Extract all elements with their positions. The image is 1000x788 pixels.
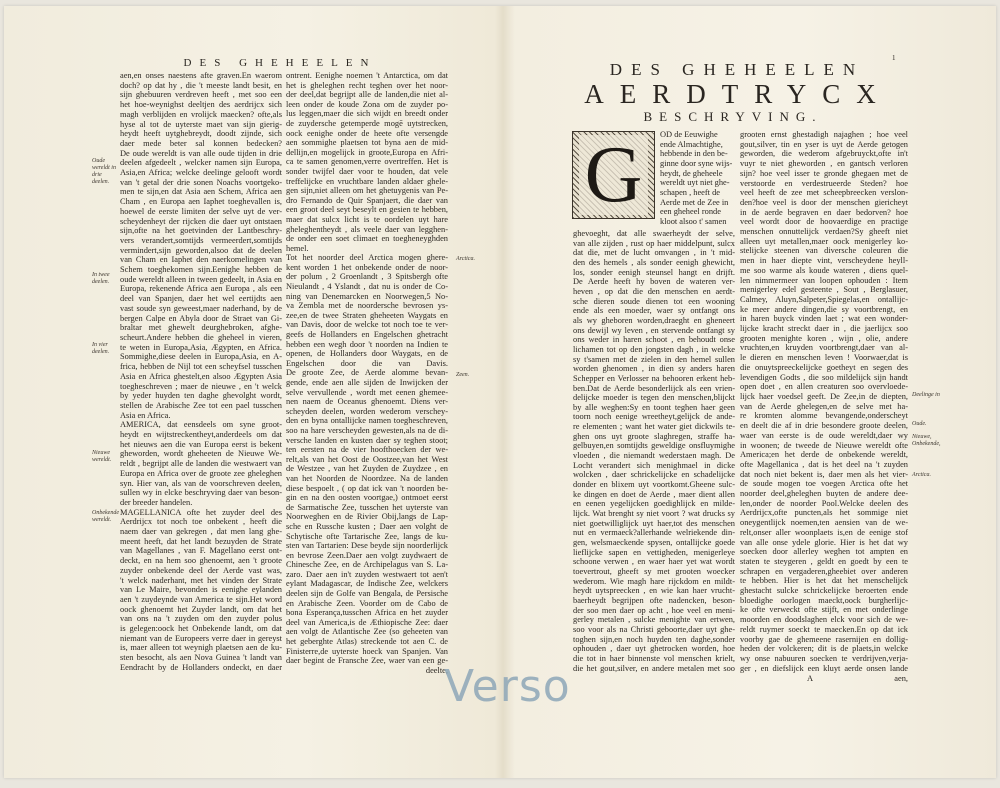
text-line: te hebben. Hier is het dat het menschelijck — [740, 576, 908, 586]
text-line: en deelt die af in drie besondere groote deelen, — [740, 421, 908, 431]
text-line: magh verblijden en vrolijck maecken? ofte,als — [120, 109, 282, 119]
text-line: gerley metalen , sulcke menighte van ertwen, — [573, 615, 735, 625]
text-line: Cham , en Europa aen Iaphet toeghevallen is, — [120, 197, 282, 207]
text-line: van Davis, door de welcke tot noch toe te ver- — [286, 320, 448, 330]
text-line: De groote Zee, de Aerde alomme bevan- — [286, 368, 448, 378]
text-line: zee,en de twee Straten gheheeten Waygats en — [286, 310, 448, 320]
text-line: ginne door syne wijs- — [660, 158, 733, 168]
text-line: hoewel de eerste limiten der selve uyt de ver- — [120, 206, 282, 216]
text-line: men te sijn,en dat Asia aen Schem, Africa aen — [120, 187, 282, 197]
text-line: Europa, rekenende Africa aen Europa , als een — [120, 284, 282, 294]
text-line: gheworden, wordt gheheeten de Nieuwe We- — [120, 449, 282, 459]
text-line: openen, de Hollanders door Waygats, en de — [286, 349, 448, 359]
text-line: sijn,ofte na het goetvinden der Lantbeschry- — [120, 226, 282, 236]
text-line: Calmey, Aluyn,Salpeter,Spiegelas,en ontallijc- — [740, 294, 908, 304]
margin-note: Onbekende wereldt. — [92, 510, 119, 523]
text-line: veel wordt door de hoovaerdige en practige — [740, 217, 908, 227]
text-line: gout,silver, tin en yser is uyt de Aerde getogen — [740, 139, 908, 149]
text-line: ning van Denemarcken en Noorwegen,5 No- — [286, 291, 448, 301]
right-column-1 — [573, 229, 735, 673]
text-line: re kromten alomme bevangende,onderscheyt — [740, 411, 908, 421]
text-line: Europa en Africa over de groote zee gheleghen — [120, 468, 282, 478]
margin-note: Arctica. — [456, 256, 475, 262]
text-line: waer van eerste is de oude wereldt,daer wy — [740, 430, 908, 440]
text-line: leen onder de koude Zona om de zuyder po- — [286, 99, 448, 109]
text-line: den?hoe veel is door der menschen giericheyt — [740, 197, 908, 207]
text-line: het is gheleghen recht teghen over het noor- — [286, 80, 448, 90]
text-line: sche en Russche kusten ; Daer aen volght de — [286, 521, 448, 531]
text-line: het nieuws aen die van Europa eerst is bekent — [120, 439, 282, 449]
text-line: de soude mogen toe voegen Arctica ofte het — [740, 479, 908, 489]
text-line: ons weder in haren schoot , en behoudt onse — [573, 335, 735, 345]
text-line: te weten in Europa,Asia, Ægypten, en Africa. — [120, 342, 282, 352]
text-line: relt,onser aller woonplaets is,en de eenige stof — [740, 527, 908, 537]
text-line: deckt, en na hem soo ghenoemt, aen 't groote — [120, 556, 282, 566]
text-line: lijcke kracht streckt daer in , die jaerlijcx soo — [740, 324, 908, 334]
text-line: Chinesche Zee, en de Archipelagus van S. La- — [286, 560, 448, 570]
text-line: Schytische ofte Tartarische Zee, langs de ku- — [286, 531, 448, 541]
text-line: gende, ende aen alle sijden de Inwijcken der — [286, 378, 448, 387]
text-line: deelte, — [425, 665, 448, 675]
text-line: noorder deel,gheleghen buyten de andere dee- — [740, 489, 908, 499]
text-line: dellijn,en mogelijck in groote,Europa en Afri- — [286, 147, 448, 157]
text-line: doch? op dat hy , die 't meeste landt besit, en — [120, 80, 282, 90]
text-line: der deel,dat begrijpt alle de landen,die niet al- — [286, 90, 448, 100]
text-line: vuyr te niet gheworden , en gantsch verloren — [740, 159, 908, 169]
text-line: als wy gheboren worden,draeght en gheneert — [573, 315, 735, 325]
text-line: sten van Tartarien: Dese beyde sijn noorderlijck — [286, 541, 448, 551]
text-line: levendigen Godts , die soo mildelijck sijn handt — [740, 372, 908, 382]
text-line: toevertrout, gheeft sy met grooten woecker — [573, 566, 735, 576]
text-line: aen,en onses naestens afte graven.En waerom — [120, 71, 282, 80]
text-line: sche dieren soude dienen tot een wooning — [573, 296, 735, 306]
text-line: veel heeft de zee met scheepbreecken verslon- — [740, 188, 908, 198]
text-line: wy onse nabuuren soecken te verdrijven,verja- — [740, 653, 908, 663]
text-line: het hoe-weynighst deeltjen des aerdrijcx sich — [120, 100, 282, 110]
text-line: van alle zijden , rust op haer middelpunt, sulcx — [573, 238, 735, 248]
text-line: scheydenheyt der rijcken die daer uyt ontstaen — [120, 216, 282, 226]
text-line: reldt ruymer soeckt te maecken.En op dat ick — [740, 624, 908, 634]
text-line: den des hemels , als sonder eenigh ghewicht, — [573, 257, 735, 267]
text-line: OD de Eeuwighe — [660, 130, 718, 139]
signature-mark: A — [806, 674, 814, 683]
text-line: vast soude syn geweest,maer naderhand, by de — [120, 303, 282, 313]
text-line: gin en na den oosten voortgae,) ontmoet eerst — [286, 493, 448, 503]
text-line: de Westzee , van het Zuyden de Zuydzee , en — [286, 464, 448, 474]
text-line: dat noch niet bekent is, daer men als het vier- — [740, 469, 908, 479]
margin-note: Nieuwe, Onbekende, — [912, 434, 941, 447]
text-line: vloeden , die niemandt wederstaen magh. De — [573, 451, 735, 461]
text-line: Aerdrijcx tot noch toe onbekent , heeft die — [120, 517, 282, 527]
text-line: versche landen en kusten daer sy teghen stoot; — [286, 435, 448, 445]
text-line: ke ofte verweckt ofte stijft, en met onderlinge — [740, 605, 908, 615]
text-line: sonder twijfel daer voor te houden, dat vele — [286, 166, 448, 176]
margin-note: Zeen. — [456, 372, 470, 378]
margin-note: Nieuwe wereldt. — [92, 450, 112, 463]
text-line: sijn ghebuuren verdreven heeft , met soo een — [120, 90, 282, 100]
text-line: een groot deel seyt beseylt en gesien te hebben, — [286, 205, 448, 215]
text-line: len,onder de noorder Pool.Welcke deelen des — [740, 498, 908, 508]
text-line: hebben een wegh door 't noorden na Indien te — [286, 339, 448, 349]
text-line: frica, hebben de Nijl tot een scheyfsel tusschen — [120, 362, 282, 372]
text-line: toegheschreven ; maer de nieuwe , en 't welck — [120, 381, 282, 391]
text-line: bloedighe oorlogen maeckt,oock burgherlijc- — [740, 595, 908, 605]
text-line: stellen de Arabische Zee tot een pael tusschen — [120, 400, 282, 410]
text-line: Sommighe,diese deelen in Europa,Asia, en A- — [120, 352, 282, 362]
text-line: daer mede beter sal konnen bedecken? — [120, 138, 282, 148]
text-line: der polum , 2 Groenlandt , 3 Spitsbergh ofte — [286, 272, 448, 282]
text-line: ofte Magellanica , dat is het deel na 't zuyden — [740, 459, 908, 469]
text-line: een gheheel ronde — [660, 207, 721, 217]
text-line: Noorweghen en de Rivier Obij,langs de Lap- — [286, 512, 448, 522]
text-line: deelen afgedeelt , welcker namen sijn Europa, — [120, 158, 282, 168]
text-line: kent worden 1 het onbekende onder de noor- — [286, 262, 448, 272]
text-line: grooten menighte koren , wijn , olie, andere — [740, 333, 908, 343]
text-line: ten eersten na de vier hoofthoecken der we- — [286, 445, 448, 455]
text-line: der soo men daer op acht , hoe veel en meni- — [573, 605, 735, 615]
text-line: De Aerde heeft hy boven de wateren ver- — [573, 277, 735, 287]
margin-note: In twee deelen. — [92, 272, 110, 285]
text-line: voorby gae de ghemeene rasernijen en dollig- — [740, 634, 908, 644]
text-line: sy t'samen met de zielen in den hemel sullen — [573, 354, 735, 364]
text-line: los, sonder eenigh steunsel hangt en drijft. — [573, 267, 735, 277]
text-line: van alle onse ydele glorie. Hier is het dat wy — [740, 537, 908, 547]
text-line: vers verandert,somtijds vermeerdert,somtijds — [120, 235, 282, 245]
text-line: scheurt.Andere hebben die gheheel in vieren, — [120, 332, 282, 342]
left-running-head: DES GHEHEELEN — [183, 57, 377, 69]
text-line: der breeder handelen. — [120, 497, 193, 507]
text-line: zaro. Daer aen in't zuyden westwaert tot aen't — [286, 569, 448, 579]
text-line: van 't getal der drie sonen Noachs voortgeko- — [120, 177, 282, 187]
margin-note: Oude. — [912, 421, 927, 427]
text-line: Engelschen door die van Davis. — [286, 358, 448, 368]
text-line: Asia en Africa. — [120, 410, 171, 420]
text-line: heden der volckeren; dit is de plaets,in welcke — [740, 644, 908, 654]
text-line: heydt uytspreecken , en wie kan haer vrucht- — [573, 586, 735, 596]
text-line: dro Fernando de Quir Spanjaert, die daer van — [286, 195, 448, 205]
text-line: heydt en wijtstreckentheyt,anderdeels om dat — [120, 430, 282, 440]
text-line: van Le Maire, bevonden is eenighe eylanden — [120, 585, 282, 595]
text-line: America;en het derde de onbekende wereldt, — [740, 450, 908, 460]
text-line: niet goetwilliglijck uyt haer,tot des menschen — [573, 518, 735, 528]
decorated-initial — [572, 131, 655, 219]
text-line: schoone verwen , en waer haer yet wat wordt — [573, 557, 735, 567]
text-line: menschen onnuttelijck verdaen?Sy gheeft niet — [740, 227, 908, 237]
text-line: eylant Madagascar, de Indische Zee, welckers — [286, 579, 448, 589]
text-line: den en byna ontallijcke namen toegheschreven, — [286, 416, 448, 426]
text-line: ghevoeght, dat alle swaerheydt der selve, — [573, 229, 735, 238]
text-line: ben.Dat de Aerde besonderlijck als een vrien- — [573, 383, 735, 393]
text-line: va Zembla met de noordersche bevrosen ys- — [286, 301, 448, 311]
margin-note: In vier deelen. — [92, 342, 110, 355]
text-line: ger , en diefslijck een kluyt aerde onsen lande — [740, 663, 908, 673]
text-line: meent heeft, dat het landt bezuyden de Strate — [120, 536, 282, 546]
text-line: MAGELLANICA ofte het zuyder deel des — [120, 507, 282, 517]
text-line: Locht verandert sich menighmael in dicke — [573, 460, 735, 470]
text-line: menigerley edel gesteente , Sout , Berglasuer, — [740, 285, 908, 295]
text-line: van het Noorden de Noordzee. Na de landen — [286, 473, 448, 483]
text-line: ca te samen genomen,verre overtreffen. Het is — [286, 157, 448, 167]
text-line: naem daer van gekregen , dat men lang ghe- — [120, 527, 282, 537]
text-line: re elementen ; want het water giet dickwils te- — [573, 422, 735, 432]
text-line: soo voor als na Christi geboorte,daer uyt ghe- — [573, 624, 735, 634]
text-line: het geberghte Atlas) streckende tot aen C. de — [286, 637, 448, 647]
text-line: de onder een soet climaet en toegheneyghden — [286, 234, 448, 244]
text-line: treffelijcke en vruchtbare landen aldaer ghele- — [286, 176, 448, 186]
text-line: en bevrose Zeen.Daer aen volgt zuydwaert de — [286, 550, 448, 560]
text-line: schapen , heeft de — [660, 187, 720, 197]
text-line: ons dewijl wy leven , en stervende ontfangt sy — [573, 325, 735, 335]
title-line-1: DES GHEHEELEN — [609, 60, 865, 79]
text-line: hemel. — [286, 243, 309, 253]
text-line: geefs de Hollanders en Engelschen ghetracht — [286, 330, 448, 340]
title-line-3: BESCHRYVING. — [643, 109, 823, 124]
verso-watermark: Verso — [444, 661, 571, 712]
text-line: verstoorde en verdestrueerde Steden? hoe — [740, 178, 908, 188]
text-line: kloot alsoo t' samen — [660, 216, 727, 226]
text-line: ende als een moeder, waer sy ontfangt ons — [573, 306, 735, 316]
text-line: scheyden deelen, worden wederom verschey- — [286, 406, 448, 416]
text-line: ontrent. Eenighe noemen 't Antarctica, om dat — [286, 71, 448, 80]
text-line: staten te steygeren , geldt en goedt by een te — [740, 556, 908, 566]
text-line: lijck. Wat brenght sy niet voort ? wat drucks sy — [573, 509, 735, 519]
text-line: en Arabische Zeen. Voorder om de Cabo de — [286, 598, 448, 608]
text-line: moorden en doodslaghen elck voor sich de we- — [740, 615, 908, 625]
text-line: van Cham en Iaphet den naerkomelingen van — [120, 255, 282, 265]
text-line: Asia,en Africa; welcke deelinge gelooft wordt — [120, 168, 282, 178]
text-line: Aerde met de Zee in — [660, 197, 729, 207]
text-line: reldt , begrijpt alle de landen die westwaert van — [120, 459, 282, 469]
text-line: heven , op dat die den menschen en aerdt- — [573, 286, 735, 296]
text-line: oock eenighe onder de heete ofte versengde — [286, 128, 448, 138]
text-line: AMERICA, dat eensdeels om syne groot- — [120, 420, 282, 430]
text-line: sijn? hoe veel isser te gronde ghegaen met de — [740, 168, 908, 178]
text-line: men in haer diepte vint, verscheydene heyll- — [740, 256, 908, 266]
text-line: baerheydt begrijpen ofte nadencken, beson- — [573, 595, 735, 605]
text-line: in de aerde begraven en daer bedorven? hoe — [740, 207, 908, 217]
text-line: wereldt uyt niet ghe- — [660, 178, 730, 188]
text-line: gheleghentheydt , als veele daer van legghen- — [286, 224, 448, 234]
text-line: zuyder onbekende deel der Aerde vast was, — [120, 565, 282, 575]
text-line: sten besocht, als aen Nova Guinea 't landt van — [120, 653, 282, 663]
text-line: aen 't zuydeynde van America te sijn.Het word — [120, 594, 282, 604]
text-line: deel van America,is de Æthiopische Zee: daer — [286, 617, 448, 627]
text-line: selve vervullende , wordt met eenen ghemee- — [286, 387, 448, 397]
text-line: gen, welsmaeckende spysen, ontallijcke goede — [573, 538, 735, 547]
text-line: de zuydersche getemperde mogē uytstrecken, — [286, 118, 448, 128]
text-line: De oude wereldt is van alle oude tijden in drie — [120, 148, 282, 158]
text-line: lieflijcke sapen en vettigheden, menigerleye — [573, 547, 735, 557]
text-line: vruchten,en kruyden voortbrengt,daer van al- — [740, 343, 908, 353]
text-line: Schem toeghekomen sijn.Eenighe hebben de — [120, 265, 282, 275]
text-line: oneygentlijck noemen,ten aensien van de we- — [740, 518, 908, 528]
text-line: Nieulandt , 4 Yslandt , dat nu is onder de Co- — [286, 282, 448, 292]
text-line: niemant van de Europeers verre daer in gereyst — [120, 633, 282, 643]
text-line: is gelegen:oock het Onbekende landt, om dat — [120, 624, 282, 634]
text-line: alleen uyt metallen,maer oock menigerley ko- — [740, 236, 908, 246]
text-line: en eenen yegelijcken goedighlijck en milde- — [573, 499, 735, 509]
text-line: stelijcke steenen van diversche coleuren die — [740, 246, 908, 256]
left-column-1 — [120, 71, 282, 673]
text-line: Finisterre,de uyterste hoeck van Spanjen. Van — [286, 646, 448, 656]
text-line: ende Almachtighe, — [660, 139, 723, 149]
text-line: oude wereldt alleen in tween gedeelt, in Asia en — [120, 274, 282, 284]
text-line: ghestacht sulcke schrickelijcke beroerten ende — [740, 586, 908, 596]
text-line: wederom. Wie magh hare rijckdom en mildt- — [573, 576, 735, 586]
text-line: Eendracht by de Hollanders ondeckt, en daer — [120, 662, 282, 672]
drop-cap-letter: G — [579, 135, 649, 215]
text-line: diese bespoelt , ( op dat ick van 't noorden be- — [286, 483, 448, 493]
text-line: relt,als van het Oost de Oostzee,van het West — [286, 454, 448, 464]
text-line: by yeder huyden ten daghe ghevolght wordt, — [120, 391, 282, 401]
text-line: bona Esperança,tusschen Africa en het zuyder — [286, 608, 448, 618]
text-line: sullen wy in elcke beschryving daer van beson- — [120, 488, 282, 498]
text-line: heydt, de gheheele — [660, 168, 723, 178]
text-line: Aerdrijcx,ofte puncten,als het sommige niet — [740, 508, 908, 518]
text-line: maer dat sulcx licht is te oordelen uyt hare — [286, 214, 448, 224]
page-number: 1 — [892, 54, 896, 62]
text-line: me soo warme als koude wateren , diens quel- — [740, 265, 908, 275]
text-line: hyse al tot de uyterste maet van sijn gierig- — [120, 119, 282, 129]
text-line: le dieren en menschen leven ! Voorwaer,dat is — [740, 353, 908, 363]
catchword: aen, — [894, 674, 908, 683]
text-line: donder en blixem uyt voortkomt.Gheene sulc- — [573, 480, 735, 490]
text-line: ghen ons uyt groote slaghregen, straffe ha- — [573, 431, 735, 441]
text-line: Schepper en Verlosser na behooren erkent heb- — [573, 373, 735, 383]
text-line: bergen Calpe en Abyla door de Straet van Gi- — [120, 313, 282, 323]
text-line: ke dingen en doet de Aerde , maer dient allen — [573, 489, 735, 499]
text-line: heydt heeft uytghebreydt, doodt zijnde, sich — [120, 129, 282, 139]
text-line: toorn noch eenige wreetheyt,gelijck de ande- — [573, 412, 735, 422]
text-line: open doet , en allen creaturen soo overvloede- — [740, 382, 908, 392]
text-line: 't welck naderhant, met het vinden der Strate — [120, 575, 282, 585]
text-line: deel van Spanjen, daer het wel eertijdts aen — [120, 294, 282, 304]
text-line: dat die, met de lucht omvangen , in 't mid- — [573, 248, 735, 258]
text-line: vermindert,sijn geworden,alsoo dat de deelen — [120, 245, 282, 255]
text-line: van de Aerde ghelegen,en de selve met ha- — [740, 401, 908, 411]
text-line: braltar met ghewelt deurghebroken, afghe- — [120, 323, 282, 333]
drop-cap-lines — [660, 130, 735, 227]
text-line: len nimmermeer van loopen ophouden : Item — [740, 275, 908, 285]
text-line: by alle weghen:Sy en toont teghen haer geen — [573, 402, 735, 412]
title-line-2: AERDTRYCX — [584, 79, 892, 109]
text-line: soo na hare verscheyden gewesten,als na de di- — [286, 425, 448, 435]
text-line: gelbuyen,en somtijdts geweldige onsfluymighe — [573, 441, 735, 451]
text-line: syn. Hier van, als van de voorschreven deelen, — [120, 478, 282, 488]
text-line: wolcken , daer schrickelijcke en schadelijcke — [573, 470, 735, 480]
text-line: is, maer alleen tot weynigh plaetsen aen de ku- — [120, 643, 282, 653]
text-line: van Magellanes , van F. Magellano eerst ont- — [120, 546, 282, 556]
margin-note: Oude wereldt in drie deelen. — [92, 158, 116, 185]
text-line: gen sijn,niet alleen om het ghetuygenis van Pe- — [286, 186, 448, 196]
text-line: Asia en Africa ghestelt,en alsoo Ægypten Asia — [120, 371, 282, 381]
text-line: aen sommighe plaetsen tot byna aen de mid- — [286, 138, 448, 148]
text-line: geworden, die wederom afgebruyckt,ofte in't — [740, 149, 908, 159]
text-line: lus leggen,maer die sich wijdt en breedt onder — [286, 109, 448, 119]
text-line: die tot in haer binnenste vol menschen krielt, — [573, 653, 735, 663]
text-line: soecken door allerley weghen tot ampten en — [740, 547, 908, 557]
text-line: lijck haer voedsel geeft. De Zee,in de diepten, — [740, 391, 908, 401]
text-line: van ons na 't zuyden om den zuyder polus — [120, 614, 282, 624]
text-line: in haren buyck vinden laet ; wat een wonder- — [740, 314, 908, 324]
right-column-2 — [740, 130, 908, 673]
text-line: in woonen; de tweede de Nieuwe wereldt ofte — [740, 440, 908, 450]
text-line: nen naem de Oceanus ghenoemt. Diens ver- — [286, 397, 448, 407]
text-line: hebbende in den be- — [660, 149, 728, 159]
text-line: grooten ernst ghestadigh najaghen ; hoe veel — [740, 130, 908, 139]
text-line: schrapen en vergaderen,gheebiet over anderen — [740, 566, 908, 576]
text-line: lichamen tot op den jongsten dagh , in welcke — [573, 344, 735, 354]
text-line: aen volgt de Atlantische Zee (so geheeten van — [286, 627, 448, 637]
text-line: de Sarmatische Zee, tusschen het uyterste van — [286, 502, 448, 512]
text-line: delijcke moeder is tegen den menschen,blijckt — [573, 393, 735, 403]
text-line: worden ghenomen , in dien sy anders haren — [573, 364, 735, 374]
text-line: die het gout,silver, en andere metalen met soo — [573, 663, 735, 673]
margin-note: Deelinge in — [912, 392, 940, 398]
text-line: Tot het noorder deel Arctica mogen ghere- — [286, 253, 448, 263]
margin-note: Arctica. — [912, 472, 931, 478]
text-line: die onuytspreeckelijcke goetheyt en segen des — [740, 362, 908, 372]
text-line: deelen sijn de Golfe van Bengala, de Persische — [286, 589, 448, 599]
text-line: daer begint de Fransche Zee, waer van een ge- — [286, 656, 448, 666]
text-line: toghen sijn,en noch huyden ten daghe,sonder — [573, 634, 735, 644]
text-line: ke meer andere dingen,die sy voortbrengt, en — [740, 304, 908, 314]
left-column-2 — [286, 71, 448, 675]
text-line: ophouden , daer uyt ghetrocken worden, hoe — [573, 644, 735, 654]
text-line: nut en vermaeck?allerhande welriekende din- — [573, 528, 735, 538]
text-line: oock ghenoemt het Zuyder landt, om dat het — [120, 604, 282, 614]
